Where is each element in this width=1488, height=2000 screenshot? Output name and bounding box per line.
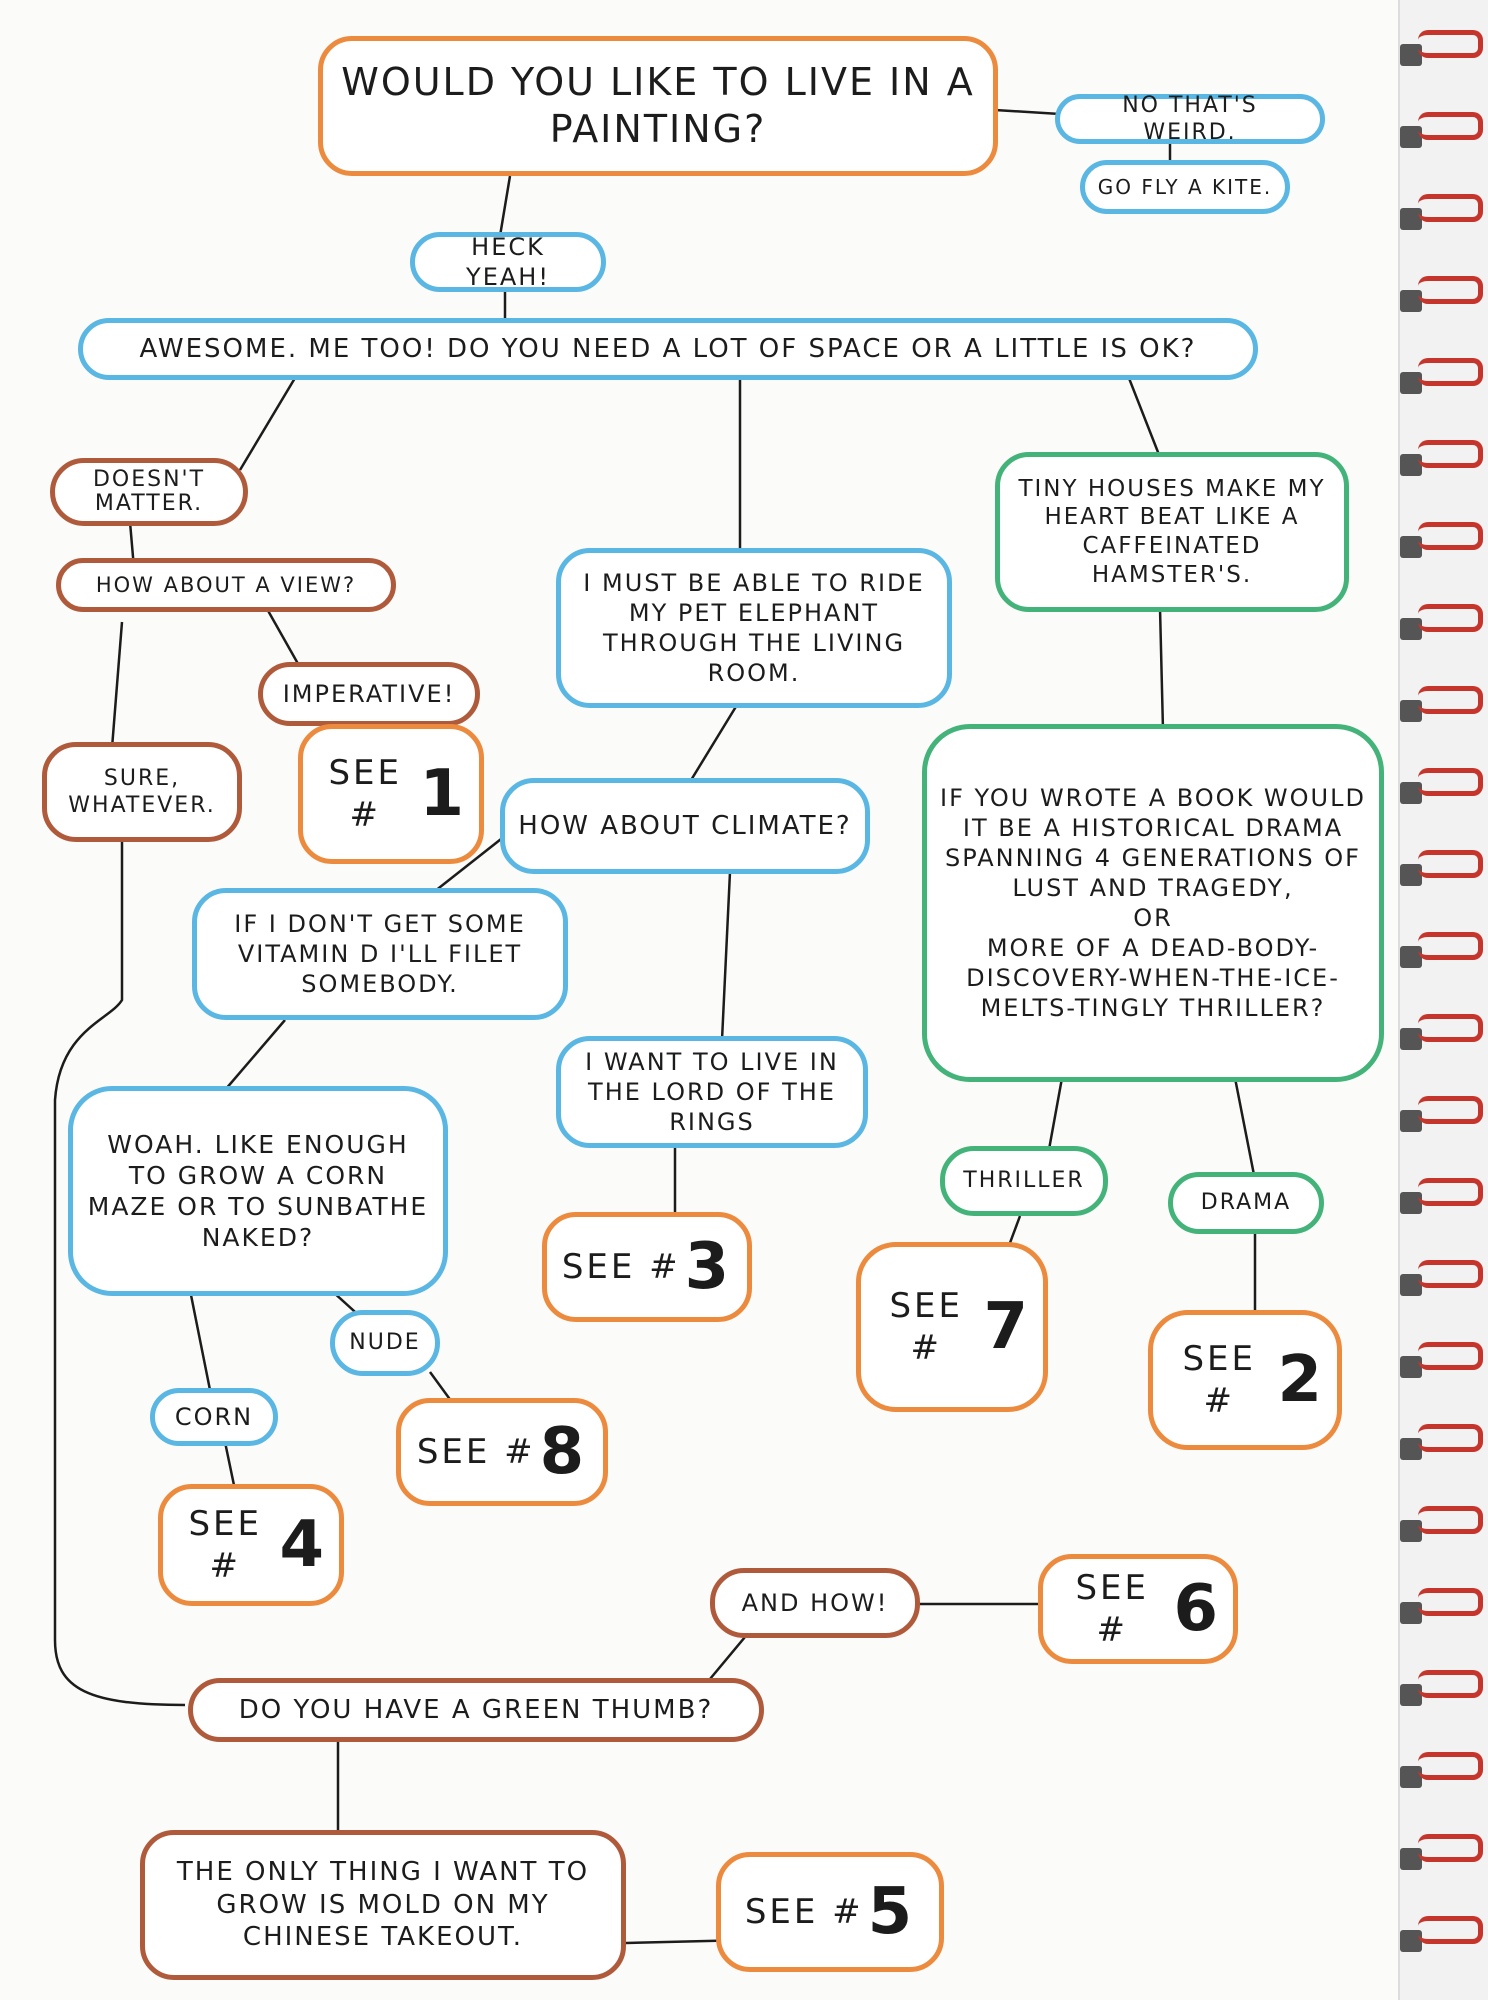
question-how-about-climate: HOW ABOUT CLIMATE?	[500, 778, 870, 874]
see-number: 5	[867, 1875, 916, 1949]
binding-ring	[1418, 276, 1483, 304]
see-6-box	[1038, 1554, 1238, 1664]
see-8-box	[396, 1398, 608, 1506]
question-live-in-painting: WOULD YOU LIKE TO LIVE IN A PAINTING?	[318, 36, 998, 176]
see-label: SEE #	[889, 1285, 963, 1368]
answer-doesnt-matter: DOESN'T MATTER.	[50, 458, 248, 526]
see-number: 3	[684, 1230, 733, 1304]
binding-ring	[1418, 112, 1483, 140]
see-label: SEE #	[744, 1891, 864, 1932]
see-number: 8	[539, 1415, 588, 1489]
answer-nude: NUDE	[330, 1310, 440, 1376]
see-number: 4	[279, 1508, 327, 1582]
connector	[225, 1442, 235, 1490]
binding-ring	[1418, 1260, 1483, 1288]
connector	[240, 378, 295, 470]
answer-thriller: THRILLER	[940, 1146, 1108, 1216]
see-label: SEE #	[188, 1503, 262, 1586]
binding-ring	[1418, 522, 1483, 550]
see-number: 2	[1277, 1343, 1325, 1417]
binding-ring	[1418, 1424, 1483, 1452]
binding-ring	[1418, 1506, 1483, 1534]
answer-drama: DRAMA	[1168, 1172, 1324, 1234]
connector	[1235, 1078, 1255, 1180]
question-space: AWESOME. ME TOO! DO YOU NEED A LOT OF SPACE OR A LITTLE IS OK?	[78, 318, 1258, 380]
see-label: SEE #	[1182, 1338, 1256, 1421]
answer-tiny-houses: TINY HOUSES MAKE MY HEART BEAT LIKE A CAFFEINATED HAMSTER'S.	[995, 452, 1349, 612]
binding-ring	[1418, 1834, 1483, 1862]
see-7-box	[856, 1242, 1048, 1412]
connector	[722, 872, 730, 1040]
see-number: 1	[419, 757, 467, 831]
see-number: 6	[1173, 1572, 1221, 1646]
binding-ring	[1418, 1342, 1483, 1370]
answer-lord-of-the-rings: I WANT TO LIVE IN THE LORD OF THE RINGS	[556, 1036, 868, 1148]
binding-ring	[1418, 1014, 1483, 1042]
see-label: SEE #	[561, 1246, 681, 1287]
binding-ring	[1418, 1670, 1483, 1698]
binding-ring	[1418, 1916, 1483, 1944]
connector	[685, 700, 740, 790]
connector	[995, 110, 1060, 114]
see-1-box	[298, 724, 484, 864]
binding-ring	[1418, 1178, 1483, 1206]
question-woah-corn-or-nude: WOAH. LIKE ENOUGH TO GROW A CORN MAZE OR TO SUNBATHE NAKED?	[68, 1086, 448, 1296]
binding-ring	[1418, 932, 1483, 960]
answer-corn: CORN	[150, 1388, 278, 1446]
answer-no-thats-weird: NO THAT'S WEIRD.	[1055, 94, 1325, 144]
answer-and-how: AND HOW!	[710, 1568, 920, 1638]
see-2-box	[1148, 1310, 1342, 1450]
see-5-box	[716, 1852, 944, 1972]
see-label: SEE #	[416, 1431, 536, 1472]
see-label: SEE #	[1075, 1567, 1149, 1650]
answer-mold-on-takeout: THE ONLY THING I WANT TO GROW IS MOLD ON MY CHINESE TAKEOUT.	[140, 1830, 626, 1980]
binding-ring	[1418, 768, 1483, 796]
answer-elephant: I MUST BE ABLE TO RIDE MY PET ELEPHANT THROUGH THE LIVING ROOM.	[556, 548, 952, 708]
connector	[225, 1020, 285, 1090]
binding-ring	[1418, 1096, 1483, 1124]
connector	[1048, 1078, 1062, 1155]
binding-ring	[1418, 358, 1483, 386]
answer-sure-whatever: SURE, WHATEVER.	[42, 742, 242, 842]
question-book-genre: IF YOU WROTE A BOOK WOULD IT BE A HISTORICAL DRAMA SPANNING 4 GENERATIONS OF LUST AND TRAGEDY, OR MORE OF A DEAD-BODY-DISCOVERY-WHEN-THE-ICE-MELTS-TINGLY THRILLER?	[922, 724, 1384, 1082]
see-4-box	[158, 1484, 344, 1606]
binding-ring	[1418, 30, 1483, 58]
answer-go-fly-a-kite: GO FLY A KITE.	[1080, 160, 1290, 214]
question-green-thumb: DO YOU HAVE A GREEN THUMB?	[188, 1678, 764, 1742]
answer-heck-yeah: HECK YEAH!	[410, 232, 606, 292]
binding-ring	[1418, 440, 1483, 468]
question-how-about-a-view: HOW ABOUT A VIEW?	[56, 558, 396, 612]
see-label: SEE #	[328, 752, 402, 835]
see-number: 7	[983, 1290, 1031, 1364]
connector	[500, 176, 510, 236]
binding-ring	[1418, 194, 1483, 222]
connector	[190, 1290, 210, 1390]
connector	[112, 622, 122, 748]
see-3-box	[542, 1212, 752, 1322]
connector	[1160, 608, 1163, 730]
binding-ring	[1418, 686, 1483, 714]
binding-ring	[1418, 850, 1483, 878]
binding-ring	[1418, 1752, 1483, 1780]
spiral-binding	[1398, 0, 1488, 2000]
binding-ring	[1418, 1588, 1483, 1616]
answer-vitamin-d: IF I DON'T GET SOME VITAMIN D I'LL FILET SOMEBODY.	[192, 888, 568, 1020]
answer-imperative: IMPERATIVE!	[258, 662, 480, 726]
binding-ring	[1418, 604, 1483, 632]
